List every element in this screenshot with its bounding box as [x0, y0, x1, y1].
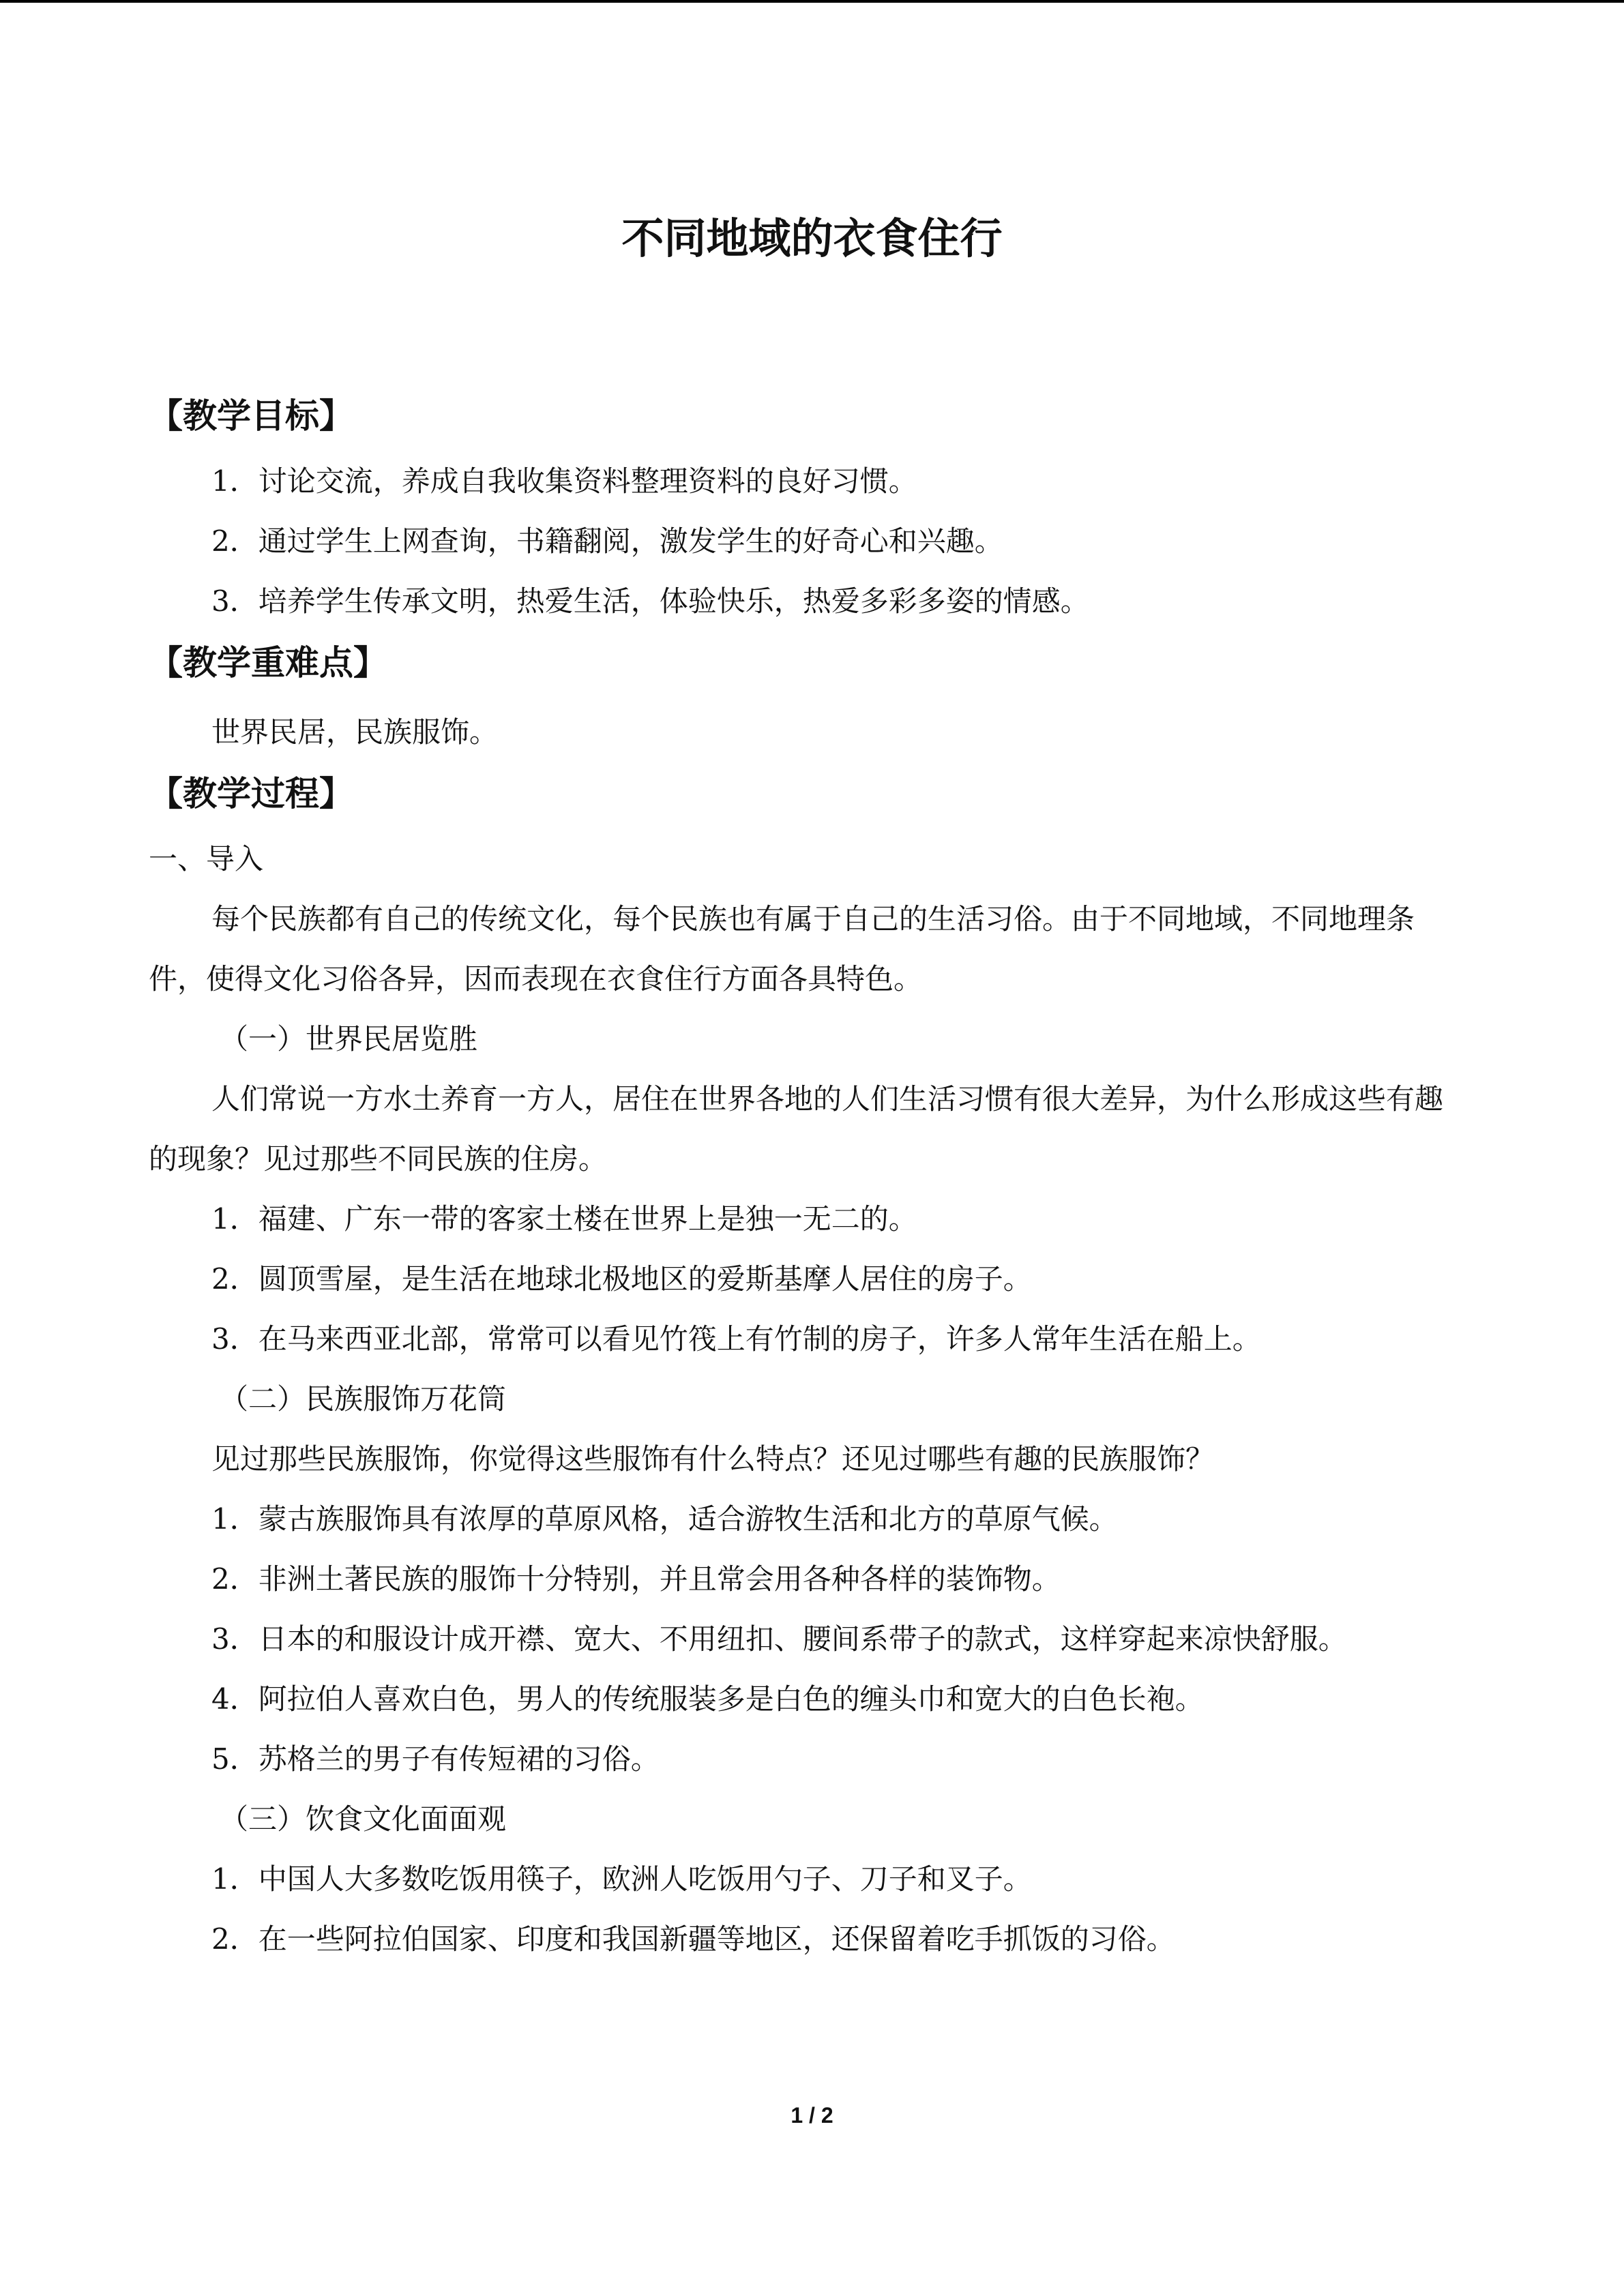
- part1-item: 3．在马来西亚北部，常常可以看见竹筏上有竹制的房子，许多人常年生活在船上。: [211, 1322, 1261, 1356]
- intro-label: 一、导入: [149, 842, 264, 876]
- part2-item: 5．苏格兰的男子有传短裙的习俗。: [211, 1742, 660, 1776]
- document-body: [149, 385, 1458, 1969]
- intro-text: 每个民族都有自己的传统文化，每个民族也有属于自己的生活习俗。由于不同地域，不同地理条件，使得文化习俗各异，因而表现在衣食住行方面各具特色。: [149, 902, 1415, 996]
- goal-item: 2．通过学生上网查询，书籍翻阅，激发学生的好奇心和兴趣。: [211, 524, 1003, 558]
- part1-text: 人们常说一方水土养育一方人，居住在世界各地的人们生活习惯有很大差异，为什么形成这些有趣的现象？见过那些不同民族的住房。: [149, 1082, 1444, 1176]
- goal-item: 1．讨论交流，养成自我收集资料整理资料的良好习惯。: [211, 464, 917, 498]
- part2-item: 4．阿拉伯人喜欢白色，男人的传统服装多是白色的缠头巾和宽大的白色长袍。: [211, 1682, 1204, 1716]
- part3-label: （三）饮食文化面面观: [220, 1802, 507, 1836]
- part2-item: 2．非洲土著民族的服饰十分特别，并且常会用各种各样的装饰物。: [211, 1562, 1061, 1596]
- process-heading: 【教学过程】: [149, 774, 353, 814]
- document-title: 不同地域的衣食住行: [621, 213, 1003, 263]
- key-points-text: 世界民居，民族服饰。: [211, 715, 499, 749]
- part3-item: 1．中国人大多数吃饭用筷子，欧洲人吃饭用勺子、刀子和叉子。: [211, 1862, 1032, 1896]
- page-number: 1 / 2: [791, 2103, 833, 2128]
- part3-item: 2．在一些阿拉伯国家、印度和我国新疆等地区，还保留着吃手抓饭的习俗。: [211, 1922, 1175, 1956]
- key-points-heading: 【教学重难点】: [149, 643, 387, 683]
- goal-item: 3．培养学生传承文明，热爱生活，体验快乐，热爱多彩多姿的情感。: [211, 584, 1089, 618]
- part2-label: （二）民族服饰万花筒: [220, 1382, 507, 1416]
- part2-item: 1．蒙古族服饰具有浓厚的草原风格，适合游牧生活和北方的草原气候。: [211, 1502, 1118, 1536]
- part2-item: 3．日本的和服设计成开襟、宽大、不用纽扣、腰间系带子的款式，这样穿起来凉快舒服。: [211, 1622, 1347, 1656]
- part2-text: 见过那些民族服饰，你觉得这些服饰有什么特点？还见过哪些有趣的民族服饰？: [211, 1442, 1215, 1476]
- part1-item: 2．圆顶雪屋，是生活在地球北极地区的爱斯基摩人居住的房子。: [211, 1262, 1032, 1296]
- goals-heading: 【教学目标】: [149, 396, 353, 436]
- part1-item: 1．福建、广东一带的客家土楼在世界上是独一无二的。: [211, 1202, 917, 1236]
- part1-label: （一）世界民居览胜: [220, 1022, 478, 1056]
